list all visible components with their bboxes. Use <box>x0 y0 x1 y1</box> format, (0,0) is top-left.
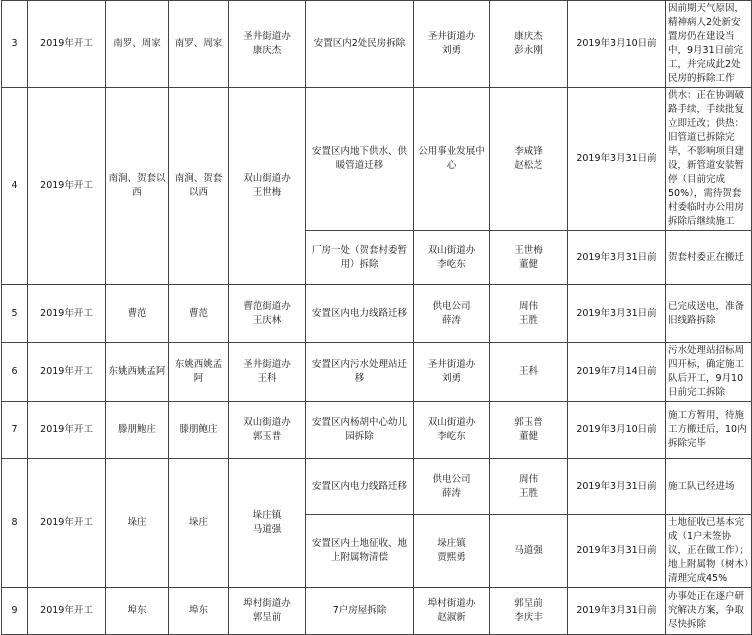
responsible-unit <box>229 588 306 635</box>
deadline: 2019年3月31日前 <box>568 285 666 343</box>
deadline: 2019年3月31日前 <box>568 88 666 231</box>
village-name: 南罗、周家 <box>169 1 229 88</box>
responsible-dept-line: 赵淑新 <box>437 612 466 623</box>
deadline: 2019年3月31日前 <box>568 231 666 285</box>
responsible-unit-line: 王世梅 <box>252 187 282 198</box>
row-number: 8 <box>2 459 28 588</box>
task-description: 安置区内杨胡中心幼儿园拆除 <box>306 402 414 459</box>
deadline: 2019年3月10日前 <box>568 402 666 459</box>
responsible-dept-line: 双山街道办 <box>427 244 476 256</box>
start-status: 2019年开工 <box>28 588 106 635</box>
deadline: 2019年3月31日前 <box>568 459 666 515</box>
village-name: 曹范 <box>169 285 229 343</box>
responsible-dept <box>414 343 490 402</box>
contact-person-line: 周伟 <box>518 300 538 312</box>
responsible-unit <box>229 285 306 343</box>
responsible-dept-line: 贾熙勇 <box>437 552 466 563</box>
area-name: 南罗、周家 <box>106 1 169 88</box>
responsible-dept <box>414 459 490 515</box>
project-table <box>1 0 752 635</box>
contact-person-line: 董健 <box>518 258 538 270</box>
responsible-dept-line: 垛庄镇 <box>437 538 466 549</box>
deadline: 2019年7月14日前 <box>568 343 666 402</box>
contact-person-line: 郭呈前 <box>514 598 543 609</box>
contact-person <box>490 402 568 459</box>
area-name: 垛庄 <box>106 459 169 588</box>
progress-note: 贺套村委正在搬迁 <box>666 231 752 285</box>
contact-person-line: 李咸锋 <box>514 146 543 157</box>
responsible-dept-line: 李屹东 <box>437 258 466 270</box>
contact-person <box>490 459 568 515</box>
contact-person <box>490 588 568 635</box>
responsible-unit-line: 马道强 <box>252 524 282 535</box>
task-description: 安置区内电力线路迁移 <box>306 285 414 343</box>
table-row <box>2 402 752 459</box>
table-row <box>2 285 752 343</box>
progress-note: 已完成送电，准备旧线路拆除 <box>666 285 752 343</box>
responsible-unit-line: 曹范街道办 <box>243 300 291 312</box>
village-name: 埠东 <box>169 588 229 635</box>
start-status: 2019年开工 <box>28 343 106 402</box>
contact-person-line: 马道强 <box>514 545 543 556</box>
responsible-unit-line: 郭呈前 <box>252 612 282 623</box>
responsible-unit <box>229 88 306 285</box>
responsible-unit-line: 康庆杰 <box>252 45 282 56</box>
responsible-dept-line: 薛涛 <box>441 314 461 326</box>
contact-person-line: 王科 <box>518 366 538 377</box>
start-status: 2019年开工 <box>28 459 106 588</box>
start-status: 2019年开工 <box>28 402 106 459</box>
village-name: 垛庄 <box>169 459 229 588</box>
responsible-unit-line: 垛庄镇 <box>252 510 282 521</box>
area-name: 埠东 <box>106 588 169 635</box>
village-name: 南涧、贺套以西 <box>169 88 229 285</box>
responsible-dept <box>414 588 490 635</box>
task-description: 安置区内土地征收、地上附属物清偿 <box>306 515 414 588</box>
area-name: 南涧、贺套以西 <box>106 88 169 285</box>
row-number: 7 <box>2 402 28 459</box>
responsible-unit <box>229 343 306 402</box>
contact-person-line: 王胜 <box>518 487 538 499</box>
progress-note: 供水：正在协调破路手续，手续批复立即迁改；供热：旧管道已拆除完毕，不影响项目建设，新管道安装暂停（目前完成50%），需待贺套村委临时办公用房拆除后继续施工 <box>666 88 752 231</box>
start-status: 2019年开工 <box>28 1 106 88</box>
responsible-unit <box>229 1 306 88</box>
contact-person-line: 王胜 <box>518 314 538 326</box>
responsible-dept <box>414 231 490 285</box>
table-body <box>2 1 752 635</box>
row-number: 5 <box>2 285 28 343</box>
area-name: 东姚西姚孟阿 <box>106 343 169 402</box>
responsible-unit-line: 王科 <box>257 373 277 384</box>
start-status: 2019年开工 <box>28 285 106 343</box>
progress-note: 土地征收已基本完成（1户未签协议，正在做工作）；地上附属物（树木）清理完成45% <box>666 515 752 588</box>
responsible-dept-line: 埠村街道办 <box>427 598 476 609</box>
responsible-dept-line: 供电公司 <box>432 300 471 312</box>
table-row <box>2 459 752 515</box>
contact-person-line: 周伟 <box>518 473 538 485</box>
contact-person <box>490 1 568 88</box>
responsible-dept-line: 双山街道办 <box>427 417 476 428</box>
responsible-dept <box>414 88 490 231</box>
responsible-unit-line: 王庆林 <box>252 314 282 326</box>
contact-person <box>490 515 568 588</box>
responsible-unit-line: 圣井街道办 <box>243 31 291 42</box>
table-row <box>2 1 752 88</box>
responsible-dept-line: 刘勇 <box>441 373 461 384</box>
responsible-dept <box>414 402 490 459</box>
table-row <box>2 88 752 231</box>
row-number: 9 <box>2 588 28 635</box>
responsible-unit-line: 郭玉普 <box>252 431 282 442</box>
contact-person-line: 董健 <box>518 431 538 442</box>
table-row <box>2 343 752 402</box>
progress-note: 施工队已经进场 <box>666 459 752 515</box>
village-name: 东姚西姚孟阿 <box>169 343 229 402</box>
responsible-dept <box>414 285 490 343</box>
contact-person-line: 郭玉普 <box>514 417 543 428</box>
village-name: 滕朋鲍庄 <box>169 402 229 459</box>
responsible-unit-line: 双山街道办 <box>243 173 291 184</box>
row-number: 6 <box>2 343 28 402</box>
task-description: 安置区内2处民房拆除 <box>306 1 414 88</box>
responsible-dept <box>414 1 490 88</box>
responsible-dept-line: 圣井街道办 <box>427 359 476 370</box>
responsible-dept-line: 刘勇 <box>441 45 461 56</box>
contact-person <box>490 285 568 343</box>
task-description: 厂房一处（贺套村委暂用）拆除 <box>306 231 414 285</box>
table-row <box>2 588 752 635</box>
contact-person-line: 李庆丰 <box>514 612 543 623</box>
responsible-dept-line: 李屹东 <box>437 431 466 442</box>
responsible-unit-line: 双山街道办 <box>243 417 291 428</box>
deadline: 2019年3月31日前 <box>568 588 666 635</box>
contact-person <box>490 231 568 285</box>
task-description: 7户房屋拆除 <box>306 588 414 635</box>
task-description: 安置区内地下供水、供暖管道迁移 <box>306 88 414 231</box>
responsible-unit-line: 圣井街道办 <box>243 359 291 370</box>
responsible-dept <box>414 515 490 588</box>
deadline: 2019年3月10日前 <box>568 1 666 88</box>
contact-person-line: 赵松芝 <box>514 160 543 171</box>
contact-person <box>490 88 568 231</box>
start-status: 2019年开工 <box>28 88 106 285</box>
responsible-unit <box>229 459 306 588</box>
progress-note: 施工方暂用，待施工方搬迁后，10内拆除完毕 <box>666 402 752 459</box>
contact-person <box>490 343 568 402</box>
responsible-unit <box>229 402 306 459</box>
area-name: 曹范 <box>106 285 169 343</box>
responsible-dept-line: 公用事业发展中心 <box>418 146 485 171</box>
progress-note: 污水处理站招标周四开标，确定施工队后开工，9月10日前完工拆除 <box>666 343 752 402</box>
contact-person-line: 康庆杰 <box>514 31 543 42</box>
task-description: 安置区内污水处理站迁移 <box>306 343 414 402</box>
area-name: 滕朋鲍庄 <box>106 402 169 459</box>
contact-person-line: 王世梅 <box>514 244 543 256</box>
responsible-dept-line: 供电公司 <box>432 473 471 485</box>
task-description: 安置区内电力线路迁移 <box>306 459 414 515</box>
contact-person-line: 彭永刚 <box>514 45 543 56</box>
responsible-dept-line: 圣井街道办 <box>427 31 476 42</box>
deadline: 2019年3月31日前 <box>568 515 666 588</box>
responsible-dept-line: 薛涛 <box>441 487 461 499</box>
row-number: 4 <box>2 88 28 285</box>
row-number: 3 <box>2 1 28 88</box>
progress-note: 因前期天气原因，精神病人2处新安置房仍在建设当中，9月31日前完工，并完成此2处民房的拆除工作 <box>666 1 752 88</box>
progress-note: 办事处正在逐户研究解决方案，争取尽快拆除 <box>666 588 752 635</box>
responsible-unit-line: 埠村街道办 <box>243 598 291 609</box>
